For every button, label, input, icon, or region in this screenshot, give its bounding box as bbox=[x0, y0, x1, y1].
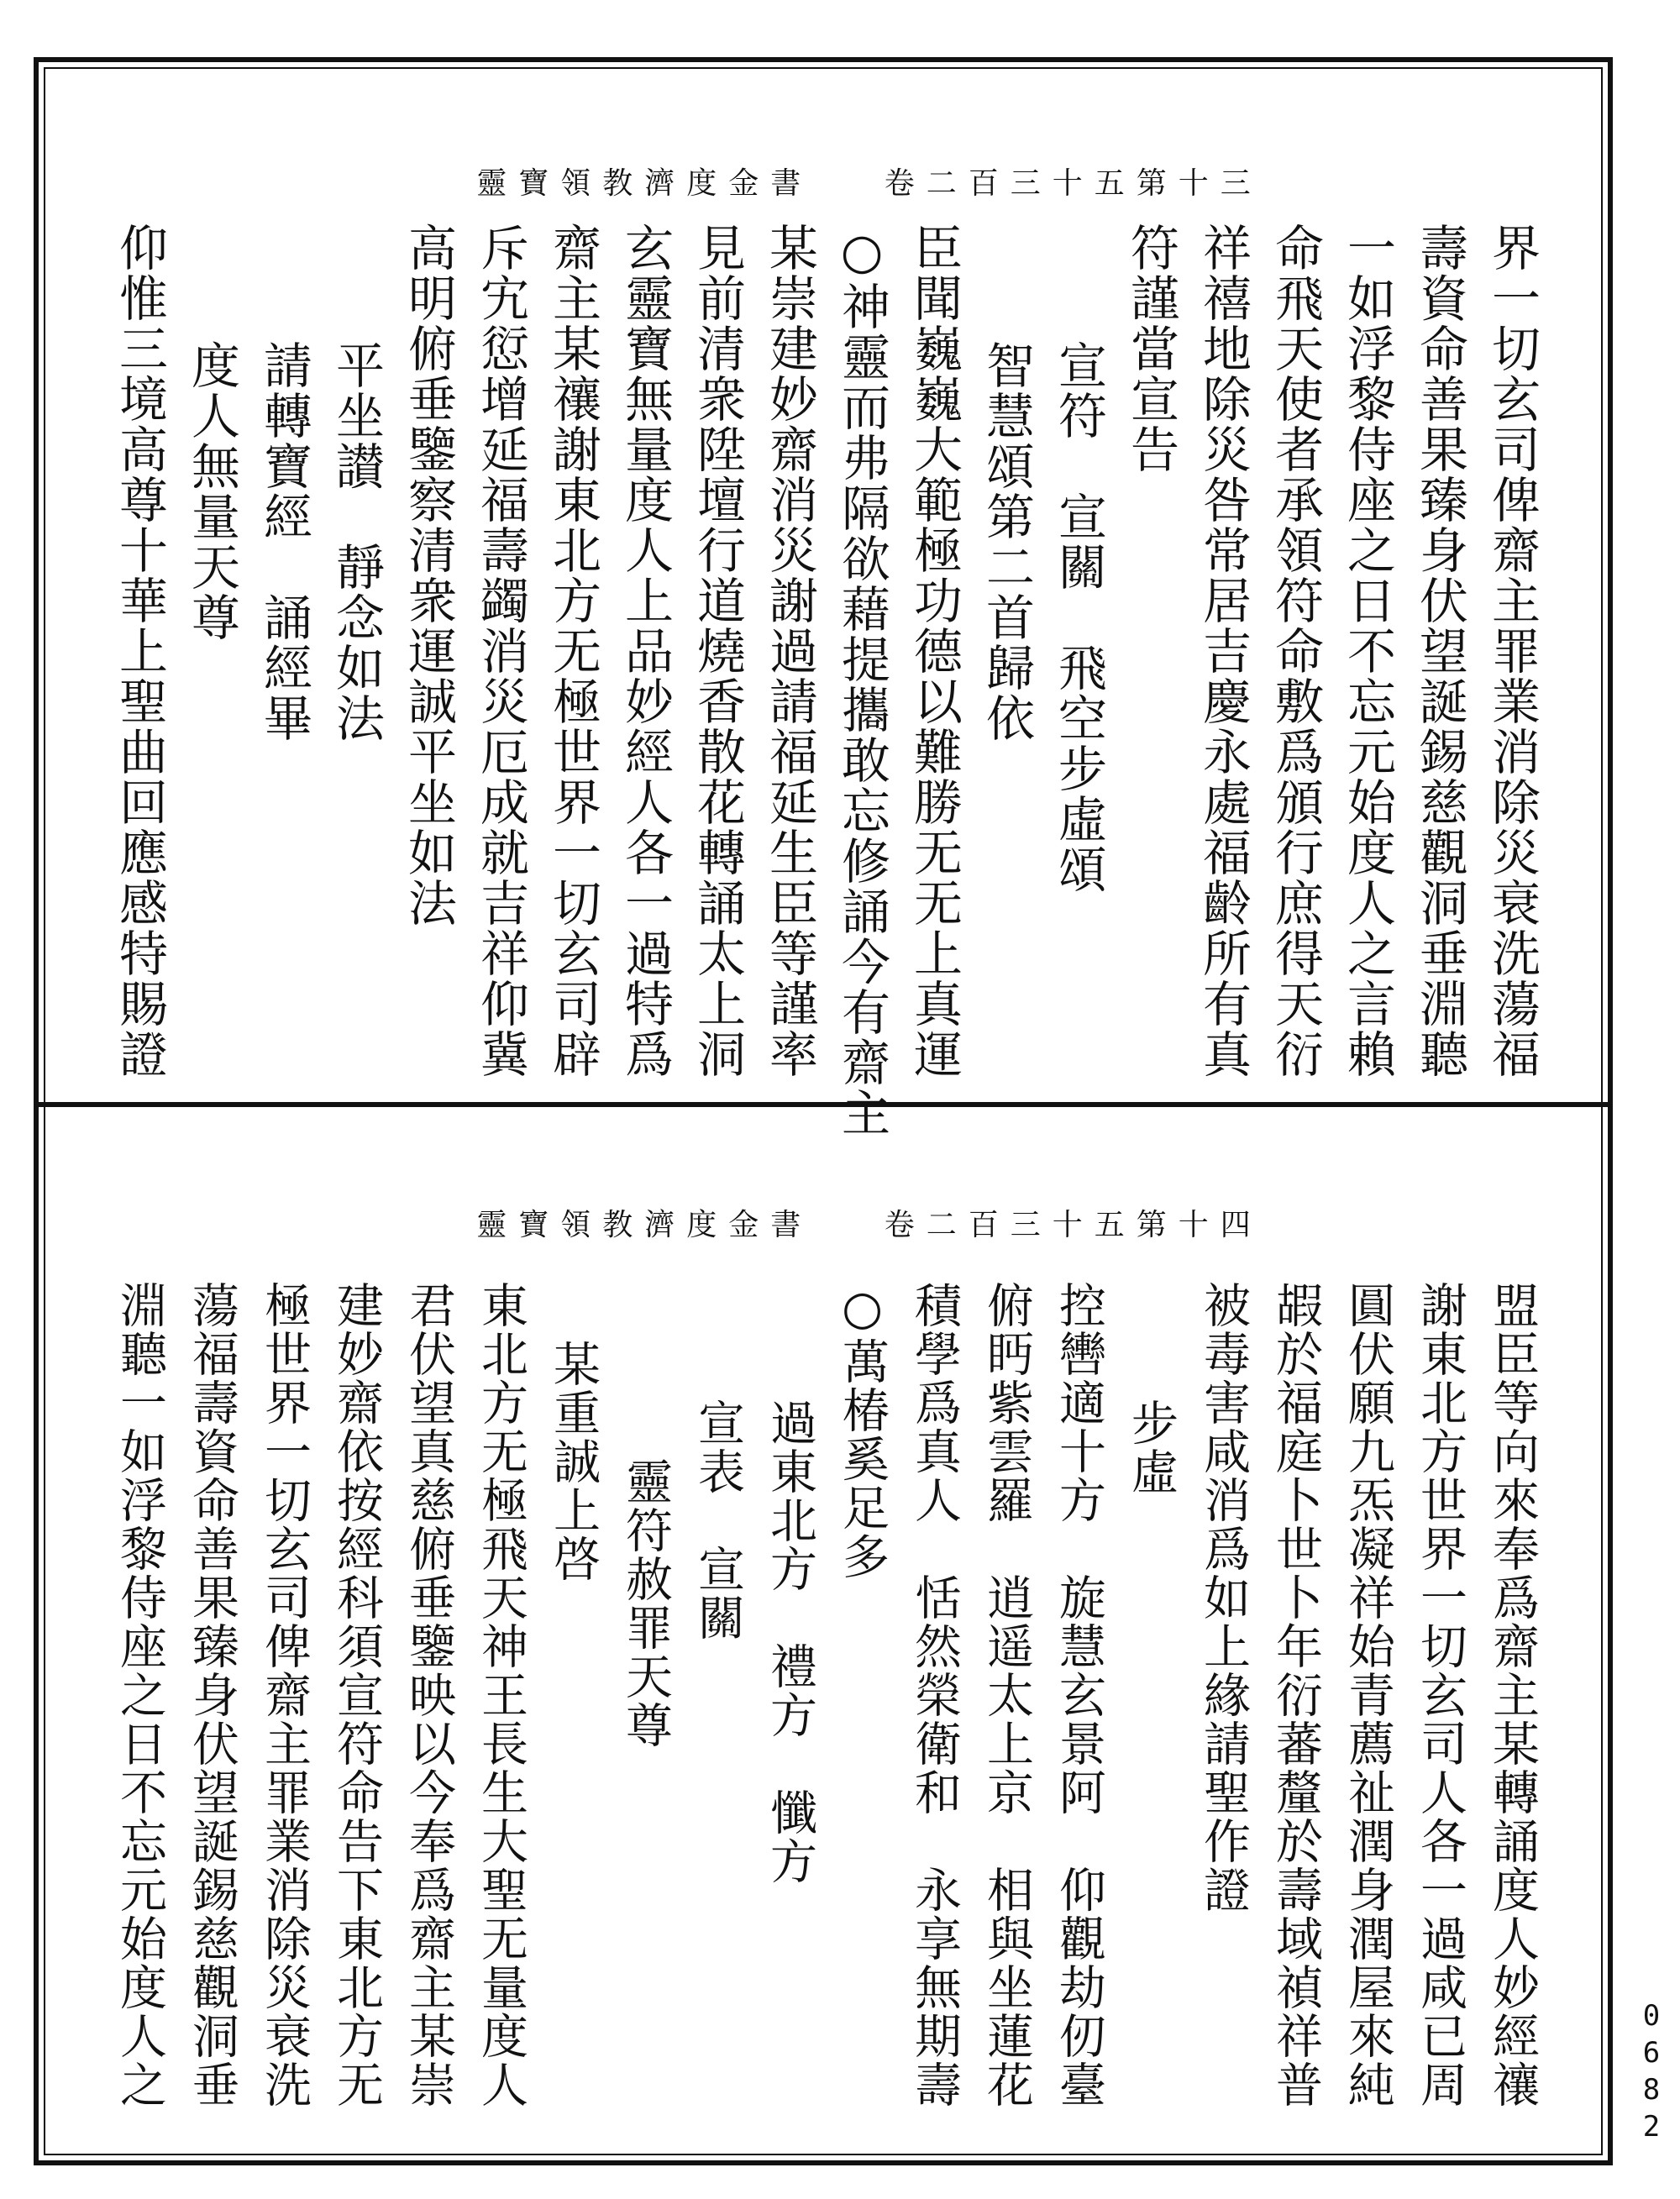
top-text-column: 符謹當宣告 bbox=[1122, 223, 1179, 475]
bottom-text-column: 過東北方 禮方 懺方 bbox=[763, 1399, 817, 1886]
bottom-header-volume: 卷二百三十五第十四 bbox=[884, 1208, 1263, 1242]
bottom-text-column: 蕩福壽資命善果臻身伏望誕錫慈觀洞垂 bbox=[185, 1281, 239, 2109]
upper-half bbox=[67, 76, 1579, 1138]
bottom-text-column: 靈符赦罪天尊 bbox=[618, 1457, 673, 1750]
top-header-book: 靈寶領教濟度金書 bbox=[476, 166, 813, 201]
bottom-text-column: 東北方无極飛天神王長生大聖无量度人 bbox=[474, 1281, 528, 2109]
top-text-column: 智慧頌第二首歸依 bbox=[978, 340, 1035, 743]
top-text-column: 命飛天使者承領符命敷爲頒行庶得天衍 bbox=[1267, 223, 1324, 1079]
bottom-header-book: 靈寶領教濟度金書 bbox=[476, 1208, 813, 1242]
top-text-column: 斥宄愆增延福壽蠲消災厄成就吉祥仰冀 bbox=[472, 223, 529, 1079]
top-text-column: 某崇建妙齋消災謝過請福延生臣等謹率 bbox=[761, 223, 818, 1079]
top-text-column: 齋主某禳謝東北方无極世界一切玄司辟 bbox=[544, 223, 601, 1079]
top-header-volume: 卷二百三十五第十三 bbox=[884, 166, 1263, 201]
top-text-column: 臣聞巍巍大範極功德以難勝无无上真運 bbox=[906, 223, 963, 1079]
bottom-text-column: 嘏於福庭卜世卜年衍蕃釐於壽域禎祥普 bbox=[1268, 1281, 1323, 2109]
bottom-text-column: 控轡適十方 旋慧玄景阿 仰觀劫仞臺 bbox=[1052, 1281, 1106, 2109]
top-text-column: 界一切玄司俾齋主罪業消除災衰洗蕩福 bbox=[1483, 223, 1541, 1079]
bottom-text-column: 步虛 bbox=[1124, 1399, 1179, 1496]
top-text-column: 請轉寶經 誦經畢 bbox=[255, 340, 312, 743]
top-text-column: 見前清衆陞壇行道燒香散花轉誦太上洞 bbox=[689, 223, 746, 1079]
top-text-column: 度人無量天尊 bbox=[183, 340, 240, 643]
top-text-column: 平坐讃 靜念如法 bbox=[328, 340, 385, 743]
bottom-text-column: 極世界一切玄司俾齋主罪業消除災衰洗 bbox=[257, 1281, 312, 2109]
page-number: 0682 bbox=[1635, 1999, 1668, 2147]
bottom-text-column: 盟臣等向來奉爲齋主某轉誦度人妙經禳 bbox=[1485, 1281, 1540, 2109]
bottom-text-column: 君伏望真慈俯垂鑒映以今奉爲齋主某崇 bbox=[402, 1281, 456, 2109]
bottom-text-column: 謝東北方世界一切玄司人各一過咸已周 bbox=[1413, 1281, 1467, 2109]
top-text-column: 高明俯垂鑒察清衆運誠平坐如法 bbox=[400, 223, 457, 928]
top-text-column: 祥禧地除災咎常居吉慶永處福齡所有真 bbox=[1194, 223, 1252, 1079]
bottom-text-column: 俯眄紫雲羅 逍遥太上京 相與坐蓮花 bbox=[979, 1281, 1034, 2109]
bottom-text-column: 圓伏願九炁凝祥始青薦祉潤身潤屋來純 bbox=[1341, 1281, 1395, 2109]
top-header bbox=[428, 160, 1310, 202]
bottom-text-column: 某重誠上啓 bbox=[546, 1340, 601, 1583]
bottom-text-column: 建妙齋依按經科須宣符命告下東北方无 bbox=[329, 1281, 384, 2109]
bottom-text-columns bbox=[67, 1281, 1546, 2109]
bottom-header bbox=[428, 1201, 1310, 1244]
bottom-text-column: ○萬椿奚足多 bbox=[835, 1281, 890, 1581]
top-text-columns bbox=[67, 223, 1546, 1138]
top-text-column: 一如浮黎侍座之日不忘元始度人之言賴 bbox=[1339, 223, 1396, 1079]
top-text-column: 仰惟三境高尊十華上聖曲回應感特賜證 bbox=[111, 223, 168, 1079]
top-text-column: 壽資命善果臻身伏望誕錫慈觀洞垂淵聽 bbox=[1411, 223, 1468, 1079]
bottom-text-column: 積學爲真人 恬然榮衛和 永享無期壽 bbox=[907, 1281, 962, 2109]
top-text-column: 玄靈寶無量度人上品妙經人各一過特爲 bbox=[617, 223, 674, 1079]
bottom-text-column: 被毒害咸消爲如上緣請聖作證 bbox=[1196, 1281, 1251, 1914]
bottom-text-column: 宣表 宣關 bbox=[690, 1399, 745, 1642]
top-text-column: 宣符 宣關 飛空步虛頌 bbox=[1050, 340, 1107, 895]
lower-half bbox=[67, 1117, 1579, 2154]
top-text-column: ○神靈而弗隔欲藉提攜敢忘修誦今有齋主 bbox=[833, 223, 890, 1138]
bottom-text-column: 淵聽一如浮黎侍座之日不忘元始度人之 bbox=[113, 1281, 167, 2109]
